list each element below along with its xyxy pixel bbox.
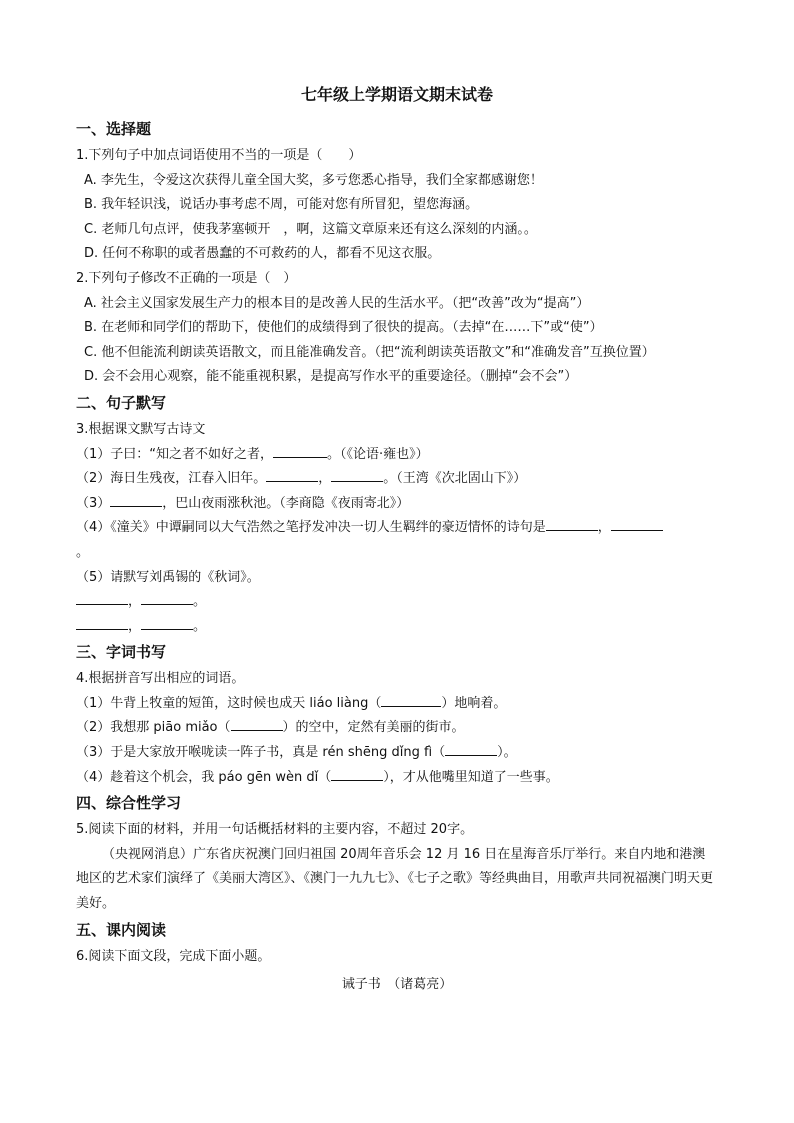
question-5-material: （央视网消息）广东省庆祝澳门回归祖国 20周年音乐会 12 月 16 日在星海音乐厅举行。来自内地和港澳地区的艺术家们演绎了《美丽大湾区》、《澳门一九九七》、《七子之歌》等经典曲目，用歌声共同祝福澳门明天更美好。 xyxy=(76,846,714,912)
question-3-item-5-line-1: ， 。 xyxy=(76,590,718,615)
question-4-item-4: （4）趁着这个机会，我 páo gēn wèn dǐ（ ），才从他嘴里知道了一些事。 xyxy=(76,766,718,791)
answer-blank[interactable] xyxy=(611,516,663,531)
answer-blank[interactable] xyxy=(266,467,318,482)
question-3-item-1: （1）子曰：“知之者不如好之者， 。（《论语·雍也》） xyxy=(76,443,718,468)
question-2-option-c: C. 他不但能流利朗读英语散文，而且能准确发音。（把“流利朗读英语散文”和“准确发音”互换位置） xyxy=(84,344,655,360)
answer-blank[interactable] xyxy=(331,467,383,482)
answer-blank[interactable] xyxy=(546,516,598,531)
question-2-option-a: A. 社会主义国家发展生产力的根本目的是改善人民的生活水平。（把“改善”改为“提高”） xyxy=(84,295,590,311)
question-3-stem: 3.根据课文默写古诗文 xyxy=(76,421,206,437)
section-heading-dictation: 二、句子默写 xyxy=(76,393,167,412)
answer-blank[interactable] xyxy=(141,590,193,605)
answer-blank[interactable] xyxy=(76,590,128,605)
section-heading-comprehensive: 四、综合性学习 xyxy=(76,794,182,813)
question-4-item-3: （3）于是大家放开喉咙读一阵子书，真是 rén shēng dǐng fì（ ）。 xyxy=(76,741,718,766)
question-2-option-b: B. 在老师和同学们的帮助下，使他们的成绩得到了很快的提高。（去掉“在……下”或“使”） xyxy=(84,320,603,336)
question-1-option-b: B. 我年轻识浅，说话办事考虑不周，可能对您有所冒犯，望您海涵。 xyxy=(84,197,479,213)
question-2-option-d: D. 会不会用心观察，能不能重视积累，是提高写作水平的重要途径。（删掉“会不会”） xyxy=(84,369,578,385)
section-heading-words: 三、字词书写 xyxy=(76,643,167,662)
answer-blank[interactable] xyxy=(445,741,497,756)
reading-subtitle: 诫子书 （诸葛亮） xyxy=(341,977,453,993)
question-1-option-a: A. 李先生，令爱这次获得儿童全国大奖，多亏您悉心指导，我们全家都感谢您！ xyxy=(84,172,543,188)
question-3-item-5: （5）请默写刘禹锡的《秋词》。 xyxy=(76,569,260,585)
question-3-item-5-line-2: ， 。 xyxy=(76,615,718,640)
question-3-item-2: （2）海日生残夜，江春入旧年。 ， 。（王湾《次北固山下》） xyxy=(76,467,718,492)
answer-blank[interactable] xyxy=(141,615,193,630)
section-heading-choice: 一、选择题 xyxy=(76,120,152,138)
question-1-option-c: C. 老师几句点评，使我茅塞顿开 ，啊，这篇文章原来还有这么深刻的内涵。。 xyxy=(84,221,537,237)
question-1-stem: 1.下列句子中加点词语使用不当的一项是（ ） xyxy=(76,148,362,163)
answer-blank[interactable] xyxy=(76,615,128,630)
answer-blank[interactable] xyxy=(381,692,441,707)
question-2-stem: 2.下列句子修改不正确的一项是（ ） xyxy=(76,270,297,286)
exam-page xyxy=(76,84,718,998)
answer-blank[interactable] xyxy=(273,443,327,458)
answer-blank[interactable] xyxy=(331,766,383,781)
question-4-stem: 4.根据拼音写出相应的词语。 xyxy=(76,671,245,687)
answer-blank[interactable] xyxy=(110,492,162,507)
page-title: 七年级上学期语文期末试卷 xyxy=(300,85,493,104)
question-1-option-d: D. 任何不称职的或者愚蠢的不可救药的人，都看不见这衣服。 xyxy=(84,246,441,262)
answer-blank[interactable] xyxy=(231,716,283,731)
section-heading-reading: 五、课内阅读 xyxy=(76,920,167,939)
question-4-item-2: （2）我想那 piāo miǎo（ ）的空中，定然有美丽的街市。 xyxy=(76,716,718,741)
question-4-item-1: （1）牛背上牧童的短笛，这时候也成天 liáo liàng（ ）地响着。 xyxy=(76,692,718,717)
question-5-stem: 5.阅读下面的材料，并用一句话概括材料的主要内容，不超过 20字。 xyxy=(76,822,474,838)
question-3-item-4: （4）《潼关》中谭嗣同以大气浩然之笔抒发冲决一切人生羁绊的豪迈情怀的诗句是 ， 。 xyxy=(76,516,718,565)
question-3-item-3: （3） ，巴山夜雨涨秋池。（李商隐《夜雨寄北》） xyxy=(76,492,718,517)
question-6-stem: 6.阅读下面文段，完成下面小题。 xyxy=(76,948,271,964)
